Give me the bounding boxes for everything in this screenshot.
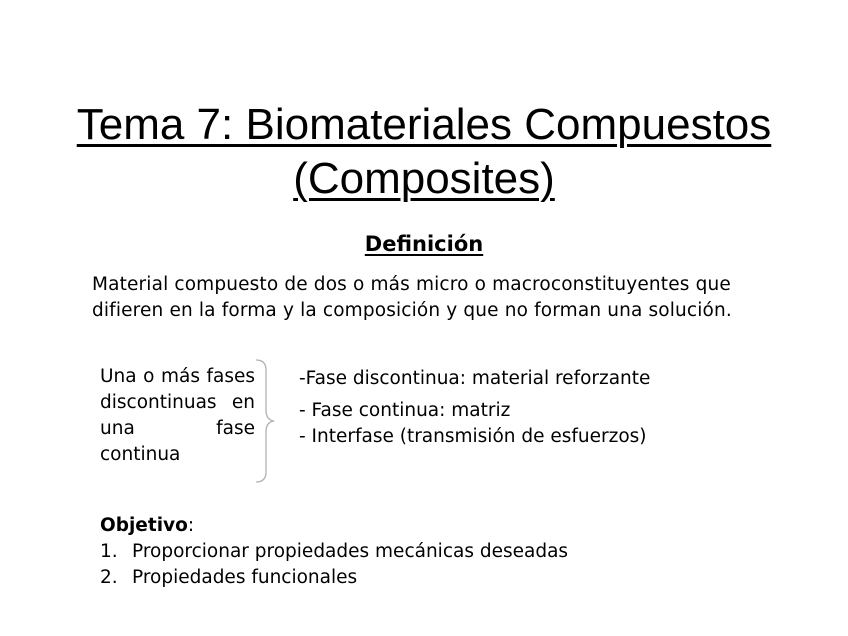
objective-item-text: Proporcionar propiedades mecánicas deseadas xyxy=(132,541,569,562)
phase-item-discontinuous: -Fase discontinua: material reforzante xyxy=(299,368,651,389)
title-line-2: (Composites) xyxy=(293,154,555,203)
phase-item-interface: - Interfase (transmisión de esfuerzos) xyxy=(299,426,647,447)
phases-list xyxy=(299,366,819,450)
objective-colon: : xyxy=(187,515,195,536)
right-brace-icon xyxy=(254,358,278,484)
phase-item-continuous: - Fase continua: matriz xyxy=(299,400,511,421)
title-line-1: Tema 7: Biomateriales Compuestos xyxy=(76,100,772,149)
objective-item xyxy=(100,539,750,565)
objective-heading-line xyxy=(100,513,750,539)
definition-heading: Definición xyxy=(364,232,484,256)
phases-summary-text: Una o más fases discontinuas en una fase continua xyxy=(100,366,255,465)
objective-item xyxy=(100,565,750,591)
definition-text: Material compuesto de dos o más micro o macroconstituyentes que difieren en la forma y la composición y que no forman una solución. xyxy=(92,274,732,321)
objective-heading: Objetivo xyxy=(100,515,188,536)
objective-item-text: Propiedades funcionales xyxy=(132,567,358,588)
objective-section xyxy=(100,513,750,591)
slide-title xyxy=(0,98,848,206)
objective-item-number: 1. xyxy=(100,541,118,562)
objective-item-number: 2. xyxy=(100,567,118,588)
